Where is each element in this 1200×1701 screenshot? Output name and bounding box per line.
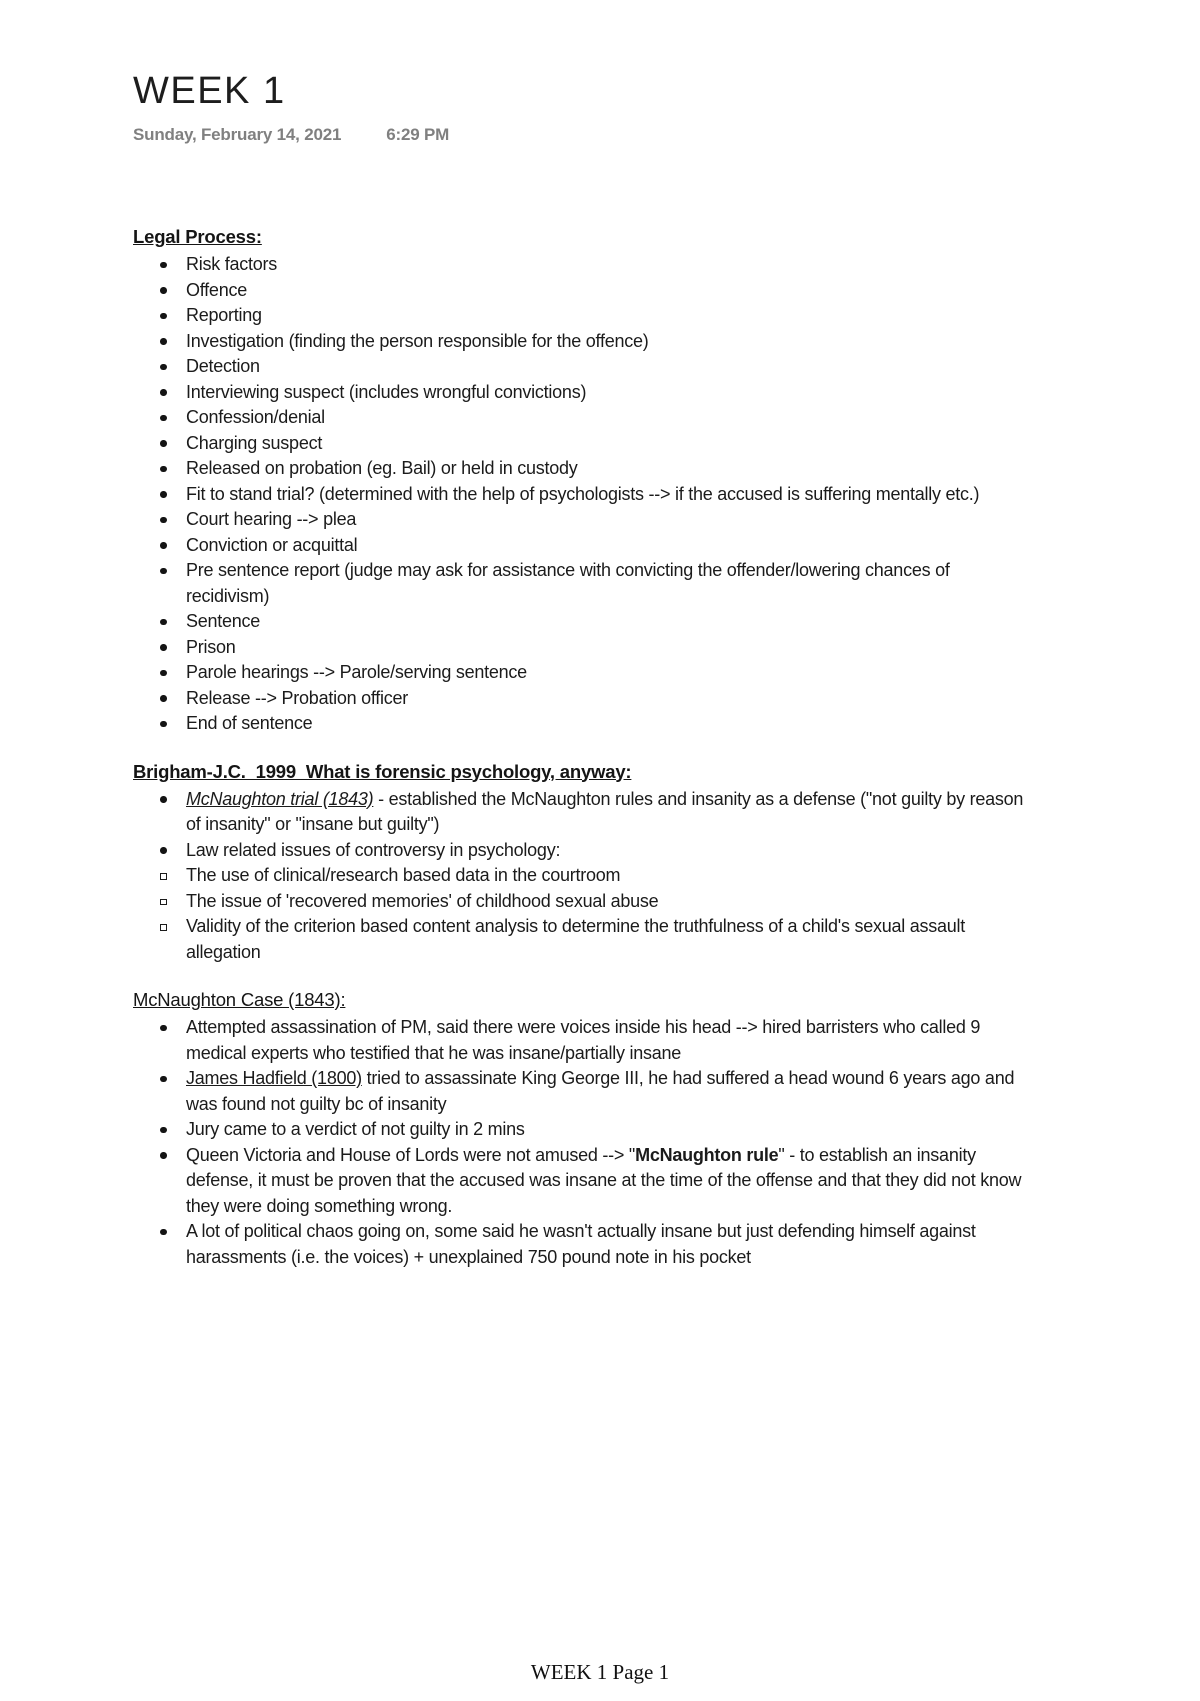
bullet-dot-icon <box>160 303 186 319</box>
bullet-item <box>160 533 1032 559</box>
bullet-text: Prison <box>186 636 236 657</box>
bullet-item <box>160 635 1032 661</box>
bullet-dot-icon <box>160 838 186 854</box>
bullet-text: Release --> Probation officer <box>186 687 409 708</box>
bullet-text: Risk factors <box>186 254 278 274</box>
bullet-item <box>160 354 1032 380</box>
bullet-item <box>160 278 1032 304</box>
bullet-text: Offence <box>186 279 247 300</box>
bullet-text: Law related issues of controversy in psychology: <box>186 839 561 860</box>
note-time: 6:29 PM <box>386 125 450 144</box>
bullet-dot-icon <box>160 1015 186 1031</box>
bullet-item <box>160 252 1032 278</box>
bullet-text: Detection <box>186 356 260 376</box>
bullet-text: McNaughton trial (1843) - established the McNaughton rules and insanity as a defense ("not guilty by reason of insanity" or "insane but guilty") <box>186 788 1024 834</box>
bullet-item <box>160 431 1032 457</box>
bullet-item <box>160 482 1032 508</box>
bullet-text: Released on probation (eg. Bail) or held in custody <box>186 458 578 478</box>
bullet-item <box>160 863 1032 889</box>
bullet-text: Conviction or acquittal <box>186 534 358 555</box>
bullet-dot-icon <box>160 405 186 421</box>
bullet-dot-icon <box>160 1066 186 1082</box>
bullet-item <box>160 787 1032 838</box>
bullet-dot-icon <box>160 787 186 803</box>
bullet-dot-icon <box>160 380 186 396</box>
bullet-dot-icon <box>160 1143 186 1159</box>
bullet-item <box>160 686 1032 712</box>
bullet-dot-icon <box>160 1117 186 1133</box>
page-title: WEEK 1 <box>133 70 286 112</box>
bullet-text: Court hearing --> plea <box>186 509 357 529</box>
page-footer: WEEK 1 Page 1 <box>530 1660 670 1684</box>
section-heading: McNaughton Case (1843): <box>133 989 346 1010</box>
bullet-item <box>160 558 1032 609</box>
bullet-dot-icon <box>160 507 186 523</box>
bullet-item <box>160 405 1032 431</box>
bullet-text: Validity of the criterion based content analysis to determine the truthfulness of a child's sexual assault allegation <box>186 916 966 962</box>
bullet-square-icon <box>160 889 186 906</box>
bullet-text: Fit to stand trial? (determined with the help of psychologists --> if the accused is suffering mentally etc.) <box>186 483 980 504</box>
bullet-text: Investigation (finding the person responsible for the offence) <box>186 330 649 351</box>
bullet-item <box>160 838 1032 864</box>
bullet-text: Sentence <box>186 611 261 631</box>
bullet-dot-icon <box>160 354 186 370</box>
bullet-item <box>160 660 1032 686</box>
bullet-list <box>133 252 1200 737</box>
bullet-item <box>160 889 1032 915</box>
bullet-text: Queen Victoria and House of Lords were not amused --> "McNaughton rule" - to establish an insanity defense, it must be proven that the accused was insane at the time of the offense and that they did not know they were doing something wrong. <box>186 1144 1022 1216</box>
note-section <box>133 987 1200 1270</box>
bullet-item <box>160 303 1032 329</box>
bullet-dot-icon <box>160 252 186 268</box>
note-section <box>133 224 1200 737</box>
section-heading: Legal Process: <box>133 226 262 247</box>
bullet-text: Attempted assassination of PM, said there were voices inside his head --> hired barristers who called 9 medical experts who testified that he was insane/partially insane <box>186 1017 981 1063</box>
bullet-text: Pre sentence report (judge may ask for assistance with convicting the offender/lowering chances of recidivism) <box>186 560 950 606</box>
bullet-text: The issue of 'recovered memories' of childhood sexual abuse <box>186 890 659 911</box>
bullet-square-icon <box>160 914 186 931</box>
bullet-text: Parole hearings --> Parole/serving sentence <box>186 662 527 682</box>
bullet-item <box>160 507 1032 533</box>
bullet-dot-icon <box>160 660 186 676</box>
bullet-list <box>133 787 1200 966</box>
note-date: Sunday, February 14, 2021 <box>133 125 342 144</box>
bullet-list <box>133 1015 1200 1270</box>
bullet-item <box>160 1219 1032 1270</box>
bullet-dot-icon <box>160 533 186 549</box>
bullet-text: A lot of political chaos going on, some said he wasn't actually insane but just defending himself against harassments (i.e. the voices) + unexplained 750 pound note in his pocket <box>186 1221 976 1267</box>
bullet-item <box>160 380 1032 406</box>
bullet-item <box>160 711 1032 737</box>
bullet-text: Charging suspect <box>186 432 323 453</box>
bullet-dot-icon <box>160 558 186 574</box>
bullet-dot-icon <box>160 278 186 294</box>
note-section <box>133 759 1200 966</box>
bullet-dot-icon <box>160 1219 186 1235</box>
page-meta <box>133 124 1200 145</box>
bullet-text: James Hadfield (1800) tried to assassinate King George III, he had suffered a head wound 6 years ago and was found not guilty bc of insanity <box>186 1068 1015 1114</box>
bullet-item <box>160 1066 1032 1117</box>
section-heading: Brigham-J.C. 1999 What is forensic psychology, anyway: <box>133 760 632 782</box>
bullet-dot-icon <box>160 482 186 498</box>
bullet-item <box>160 1117 1032 1143</box>
bullet-text: Jury came to a verdict of not guilty in 2 mins <box>186 1119 525 1139</box>
bullet-square-icon <box>160 863 186 880</box>
bullet-dot-icon <box>160 635 186 651</box>
bullet-text: Confession/denial <box>186 407 325 427</box>
bullet-text: Interviewing suspect (includes wrongful convictions) <box>186 381 587 402</box>
bullet-item <box>160 456 1032 482</box>
bullet-item <box>160 1015 1032 1066</box>
bullet-text: The use of clinical/research based data in the courtroom <box>186 865 621 885</box>
bullet-dot-icon <box>160 686 186 702</box>
bullet-dot-icon <box>160 456 186 472</box>
bullet-dot-icon <box>160 431 186 447</box>
content <box>133 224 1200 1270</box>
bullet-text: End of sentence <box>186 713 313 733</box>
bullet-dot-icon <box>160 329 186 345</box>
bullet-item <box>160 329 1032 355</box>
bullet-dot-icon <box>160 609 186 625</box>
bullet-dot-icon <box>160 711 186 727</box>
bullet-text: Reporting <box>186 305 262 325</box>
bullet-item <box>160 914 1032 965</box>
bullet-item <box>160 609 1032 635</box>
bullet-item <box>160 1143 1032 1220</box>
